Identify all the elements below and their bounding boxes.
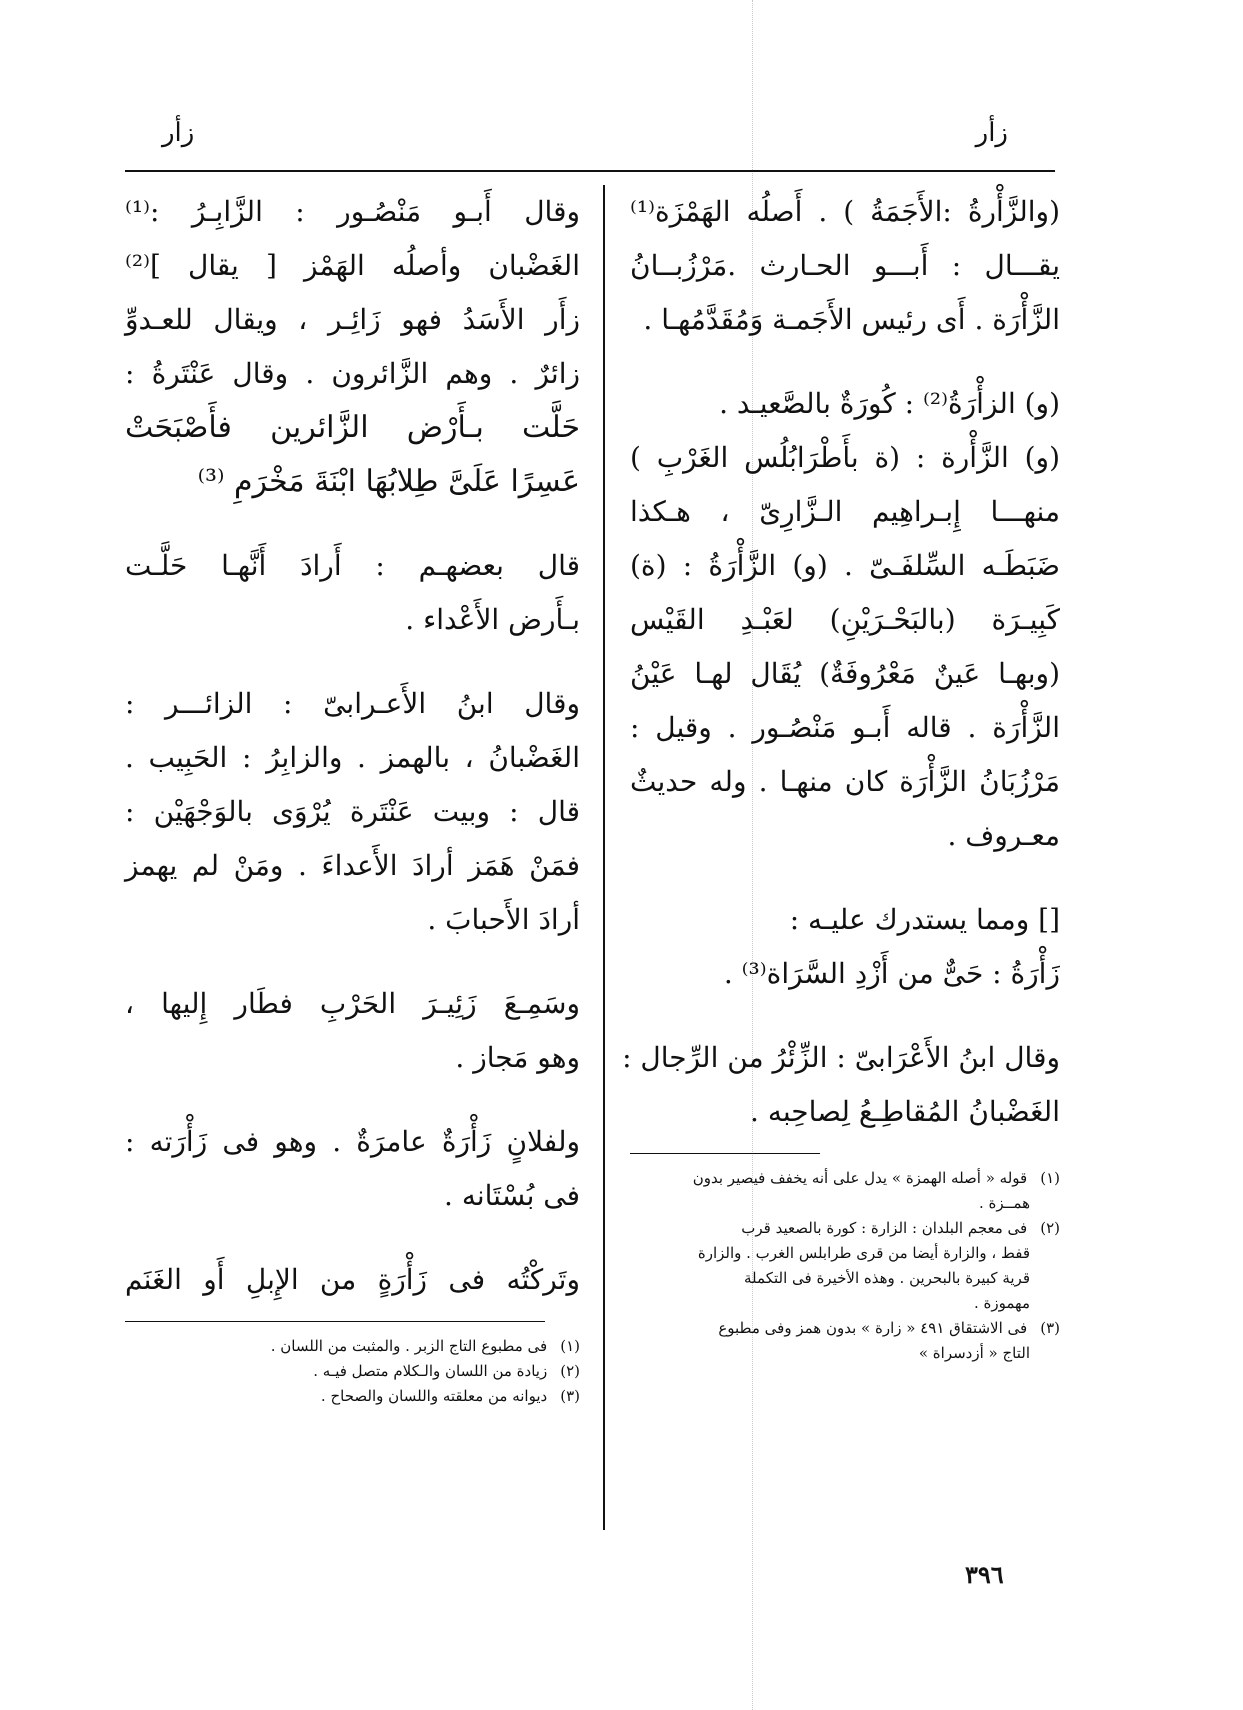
text-line: مَرْزُبَانُ الزَّأْرَة كان منهـا . وله حديثٌ	[630, 765, 1060, 798]
paragraph-gap	[125, 647, 580, 677]
paragraph-gap	[125, 947, 580, 977]
paragraph-gap	[630, 863, 1060, 893]
text-line: يقـــال : أَبـــو الحـارث .مَرْزُبــانُ	[630, 249, 1060, 282]
footnote-continuation: همــزة .	[978, 1194, 1030, 1212]
text-line: فمَنْ هَمَز أرادَ الأَعداءَ . ومَنْ لم يهمز	[125, 849, 580, 882]
footnote-number: (٢)	[560, 1362, 580, 1380]
text-line: قال بعضهـم : أَرادَ أَنَّهـا حَلَّـت	[125, 549, 580, 582]
text-line: وهو مَجاز .	[455, 1041, 580, 1074]
text-line: الزَّأْرَة . قاله أَبـو مَنْصُـور . وقيل :	[630, 711, 1060, 744]
paragraph-gap	[125, 1223, 580, 1253]
text-line: ضَبَطَـه السِّلفَـىّ . (و) الزَّأْرَةُ : (ة)	[630, 549, 1060, 582]
text-line: (وبهـا عَينٌ مَعْرُوفَةٌ) يُقَال لهـا عَيْنُ	[630, 657, 1060, 690]
footnote-rule	[125, 1321, 545, 1322]
footnote-text: زيادة من اللسان والـكلام متصل فيـه .	[313, 1362, 548, 1380]
footnote-number: (٢)	[1040, 1219, 1060, 1237]
footnote-number: (١)	[1040, 1169, 1060, 1187]
text-line: وقال ابنُ الأَعـرابىّ : الزائـــر :	[125, 687, 580, 720]
verse-hemistich: حَلَّت بـأَرْض الزَّائرين فأَصْبَحَتْ	[125, 410, 580, 445]
text-line: ولفلانٍ زَأْرَةٌ عامرَةٌ . وهو فى زَأْرَته :	[125, 1125, 580, 1158]
text-line: الغَضْبان وأصلُه الهَمْز [ يقال ]⁽²⁾	[125, 249, 580, 282]
paragraph-gap	[630, 347, 1060, 377]
text-line: زائرٌ . وهم الزَّائرون . وقال عَنْتَرةُ :	[125, 357, 580, 390]
footnote-text: فى مطبوع التاج الزبر . والمثبت من اللسان .	[270, 1337, 548, 1355]
footnote-text: ديوانه من معلقته واللسان والصحاح .	[320, 1387, 548, 1405]
paragraph-gap	[630, 1001, 1060, 1031]
footnote	[125, 1334, 580, 1359]
footnote	[125, 1359, 580, 1384]
text-line: بـأَرض الأَعْداء .	[405, 603, 580, 636]
paragraph-gap	[125, 509, 580, 539]
footnote-text: فى الاشتقاق ٤٩١ « زارة » بدون همز وفى مطبوع	[718, 1319, 1028, 1337]
text-line: وقال ابنُ الأَعْرَابىّ : الزِّئْرُ من الرِّجال :	[622, 1041, 1060, 1074]
footnote-continuation: قفط ، والزارة أيضا من قرى طرابلس الغرب . والزارة قرية كبيرة بالبحرين . وهذه الأخيرة فى التكملة مهموزة .	[697, 1244, 1030, 1312]
text-line: منهـــا إِبـراهِيم الـزَّارِىّ ، هـكذا	[630, 495, 1060, 528]
text-line: زَأْرَةُ : حَىٌّ من أَزْدِ السَّرَاة⁽³⁾ .	[723, 957, 1060, 990]
footnote	[630, 1166, 1060, 1191]
text-line: (و) الزَّأْرة : (ة بأَطْرَابُلُس الغَرْبِ )	[630, 441, 1060, 474]
left-column	[125, 185, 580, 1409]
right-column	[622, 185, 1060, 1366]
page-number: ٣٩٦	[965, 1560, 1004, 1589]
text-line: وقال أَبـو مَنْصُـور : الزَّابِـرُ :⁽¹⁾	[125, 195, 580, 228]
text-line: الغَضْبانُ ، بالهمز . والزابِرُ : الحَبِيب .	[125, 741, 580, 774]
text-line: زأَر الأَسَدُ فهو زَائِـر ، ويقال للعـدوِّ	[125, 303, 580, 336]
footnote	[630, 1316, 1060, 1341]
footnote-text: قوله « أصله الهمزة » يدل على أنه يخفف فيصير بدون	[692, 1169, 1028, 1187]
footnote-text: فى معجم البلدان : الزارة : كورة بالصعيد قرب	[741, 1219, 1028, 1237]
text-line: كَبِيـرَة (بالبَحْـرَيْنِ) لعَبْـدِ القَيْس	[630, 603, 1060, 636]
footnote	[125, 1384, 580, 1409]
footnote	[630, 1216, 1060, 1241]
verse-hemistich: عَسِرًا عَلَىَّ طِلابُهَا ابْنَةَ مَخْرَمِ ⁽³⁾	[197, 464, 580, 499]
footnote-number: (٣)	[1040, 1319, 1060, 1337]
header-entry-word-left: زأر	[162, 118, 195, 148]
text-line: وتَركْتُه فى زَأْرَةٍ من الإِبلِ أَو الغَنَم	[125, 1263, 580, 1296]
footnote-continuation: التاج « أزدسراة »	[918, 1344, 1030, 1362]
text-line: أرادَ الأَحبابَ .	[427, 903, 580, 936]
footnote-rule	[630, 1153, 820, 1154]
text-line: الغَضْبانُ المُقاطِـعُ لِصاحِبه .	[750, 1095, 1060, 1128]
paragraph-gap	[125, 1085, 580, 1115]
text-line: وسَمِـعَ زَئِيـرَ الحَرْبِ فطَار إِليها ،	[125, 987, 580, 1020]
text-line: (والزَّأْرةُ :الأَجَمَةُ ) . أَصلُه الهَمْزَة⁽¹⁾	[630, 195, 1060, 228]
footnote-number: (٣)	[560, 1387, 580, 1405]
header-entry-word-right: زأر	[975, 118, 1008, 148]
text-line: (و) الزأْرَةُ⁽²⁾ : كُورَةٌ بالصَّعيـد .	[719, 387, 1060, 420]
footnote-number: (١)	[560, 1337, 580, 1355]
text-line: معـروف .	[947, 819, 1060, 852]
header-rule	[125, 170, 1055, 172]
text-line: الزَّأْرَة . أَى رئيس الأَجَمـة وَمُقَدَّمُهـا .	[643, 303, 1060, 336]
text-line: قال : وبيت عَنْتَرة يُرْوَى بالوَجْهَيْن :	[125, 795, 580, 828]
text-line: فى بُسْتَانه .	[444, 1179, 580, 1212]
column-divider	[603, 185, 605, 1530]
text-line: [] ومما يستدرك عليـه :	[789, 903, 1060, 936]
